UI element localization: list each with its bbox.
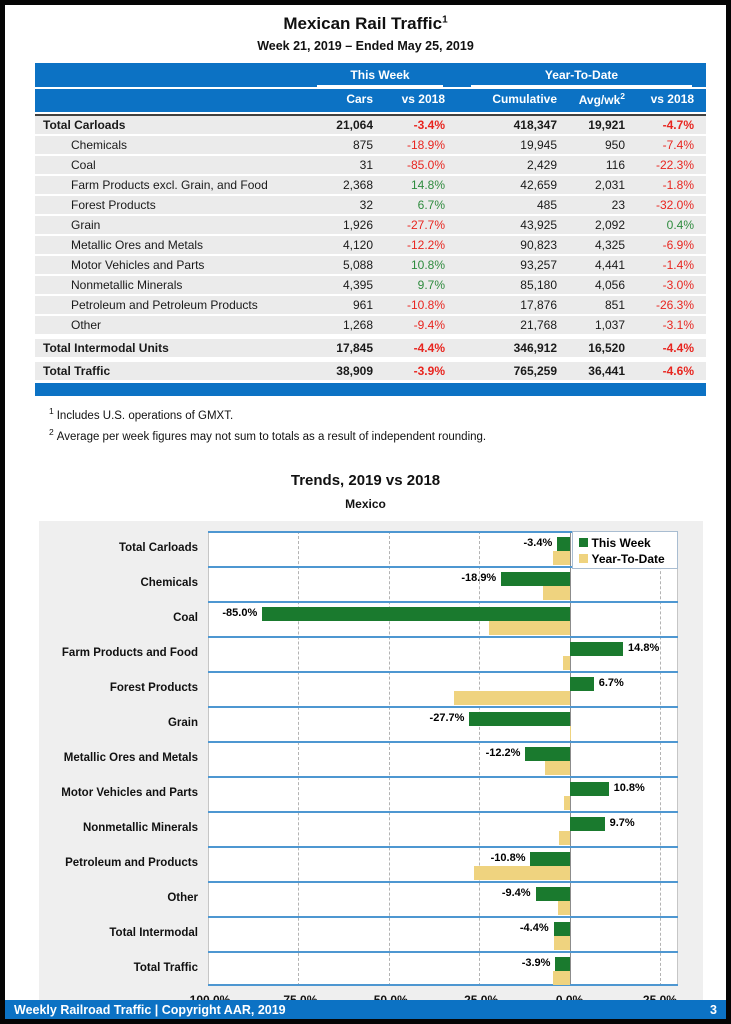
category-label: Petroleum and Products [65,856,198,869]
category-label: Nonmetallic Minerals [82,821,198,834]
chart-band [208,951,678,986]
footer-text: Weekly Railroad Traffic | Copyright AAR, 2019 [14,1002,286,1017]
bar-this-week [262,607,569,621]
table-row: Chemicals 875 -18.9% 19,945 950 -7.4% [35,136,706,154]
chart-subtitle: Mexico [345,496,386,511]
report-header [5,5,726,53]
bar-year-to-date [553,551,570,565]
chart-band [208,566,678,601]
bar-this-week [557,537,569,551]
bar-year-to-date [558,901,569,915]
bar-year-to-date [545,761,570,775]
bar-year-to-date [543,586,570,600]
table-row: Petroleum and Petroleum Products 961 -10.8% 17,876 851 -26.3% [35,296,706,314]
bar-year-to-date [553,971,570,985]
chart-band [208,741,678,776]
table-row: Nonmetallic Minerals 4,395 9.7% 85,180 4,056 -3.0% [35,276,706,294]
bar-this-week [501,572,569,586]
bar-value-label: -85.0% [222,606,258,619]
table-row: Metallic Ores and Metals 4,120 -12.2% 90,823 4,325 -6.9% [35,236,706,254]
page-number: 3 [710,1002,717,1017]
bar-value-label: 9.7% [609,816,635,829]
bar-value-label: -18.9% [461,571,497,584]
category-label: Total Carloads [118,541,198,554]
bar-this-week [525,747,569,761]
bar-value-label: 6.7% [598,676,624,689]
bar-year-to-date [564,796,569,810]
chart-legend [572,531,678,569]
bar-value-label: -27.7% [429,711,465,724]
bar-year-to-date [559,831,570,845]
category-label: Grain [167,716,198,729]
table-row: Forest Products 32 6.7% 485 23 -32.0% [35,196,706,214]
category-label: Total Intermodal [109,926,198,939]
bar-this-week [469,712,569,726]
chart-band [208,916,678,951]
chart-band [208,636,678,671]
bar-value-label: -12.2% [485,746,521,759]
bar-this-week [570,642,624,656]
chart-band [208,776,678,811]
bar-value-label: -9.4% [501,886,531,899]
page-footer [5,1000,726,1019]
empty-header-cell [35,63,303,87]
legend-swatch-yellow [579,554,588,563]
page-subtitle: Week 21, 2019 – Ended May 25, 2019 [257,39,474,53]
table-row: Total Traffic 38,909 -3.9% 765,259 36,441 -4.6% [35,359,706,380]
chart-band [208,601,678,636]
table-row: Total Carloads 21,064 -3.4% 418,347 19,921 -4.7% [35,114,706,134]
chart-band [208,706,678,741]
bar-year-to-date [489,621,570,635]
col-header-cumulative: Cumulative [457,89,569,112]
category-label: Farm Products and Food [61,646,198,659]
legend-item-ytd: Year-To-Date [579,551,677,567]
page-title-text: Mexican Rail Traffic [283,14,443,33]
table-group-header-row [35,63,706,87]
bar-value-label: 14.8% [628,641,660,654]
table-row: Coal 31 -85.0% 2,429 116 -22.3% [35,156,706,174]
category-label: Motor Vehicles and Parts [61,786,198,799]
avgwk-footnote-marker: 2 [620,91,625,101]
col-header-vs2018-ytd: vs 2018 [637,89,706,112]
chart-titles [5,472,726,511]
bar-year-to-date [563,656,570,670]
traffic-table [35,61,706,382]
footnote-1: $^1$ Includes U.S. operations of GMXT. [49,406,234,422]
table-column-header-row [35,89,706,112]
table-row: Grain 1,926 -27.7% 43,925 2,092 0.4% [35,216,706,234]
col-header-cars: Cars [303,89,385,112]
footnotes [49,406,726,443]
legend-item-this-week: This Week [579,535,677,551]
bar-this-week [570,677,594,691]
category-label: Metallic Ores and Metals [63,751,198,764]
bar-value-label: -3.4% [523,536,553,549]
category-label: Total Traffic [133,961,198,974]
bar-value-label: -4.4% [519,921,549,934]
table-header [35,63,706,112]
bar-this-week [554,922,570,936]
category-label: Forest Products [109,681,198,694]
bar-this-week [570,817,605,831]
title-footnote-marker: 1 [442,14,448,26]
category-label: Chemicals [140,576,198,589]
trends-chart [39,521,703,1018]
bar-this-week [530,852,569,866]
group-header-ytd: Year-To-Date [457,63,706,87]
chart-plot-area [41,531,681,986]
chart-band [208,811,678,846]
empty-header-cell [35,89,303,112]
table-row: Farm Products excl. Grain, and Food 2,368 14.8% 42,659 2,031 -1.8% [35,176,706,194]
chart-title: Trends, 2019 vs 2018 [290,471,441,489]
group-header-this-week: This Week [303,63,457,87]
bar-year-to-date [570,726,572,740]
bar-value-label: 10.8% [613,781,645,794]
col-header-avgwk: Avg/$wk^2$ [569,89,637,112]
chart-band [208,846,678,881]
category-label: Coal [173,611,198,624]
chart-band [208,671,678,706]
table-row: Total Intermodal Units 17,845 -4.4% 346,912 16,520 -4.4% [35,336,706,357]
bar-year-to-date [474,866,569,880]
bar-value-label: -10.8% [490,851,526,864]
footnote-2: $^2$ Average per week figures may not sum to totals as a result of independent rounding. [49,426,487,443]
bar-this-week [555,957,569,971]
category-label: Other [167,891,198,904]
table-row: Motor Vehicles and Parts 5,088 10.8% 93,257 4,441 -1.4% [35,256,706,274]
bar-year-to-date [554,936,570,950]
bar-year-to-date [454,691,570,705]
table-body [35,114,706,380]
legend-swatch-green [579,538,588,547]
table-end-bar [35,383,706,396]
page-title [5,14,726,34]
chart-band [208,881,678,916]
col-header-vs2018-week: vs 2018 [385,89,457,112]
bar-this-week [570,782,609,796]
bar-value-label: -3.9% [521,956,551,969]
table-row: Other 1,268 -9.4% 21,768 1,037 -3.1% [35,316,706,334]
bar-this-week [536,887,570,901]
